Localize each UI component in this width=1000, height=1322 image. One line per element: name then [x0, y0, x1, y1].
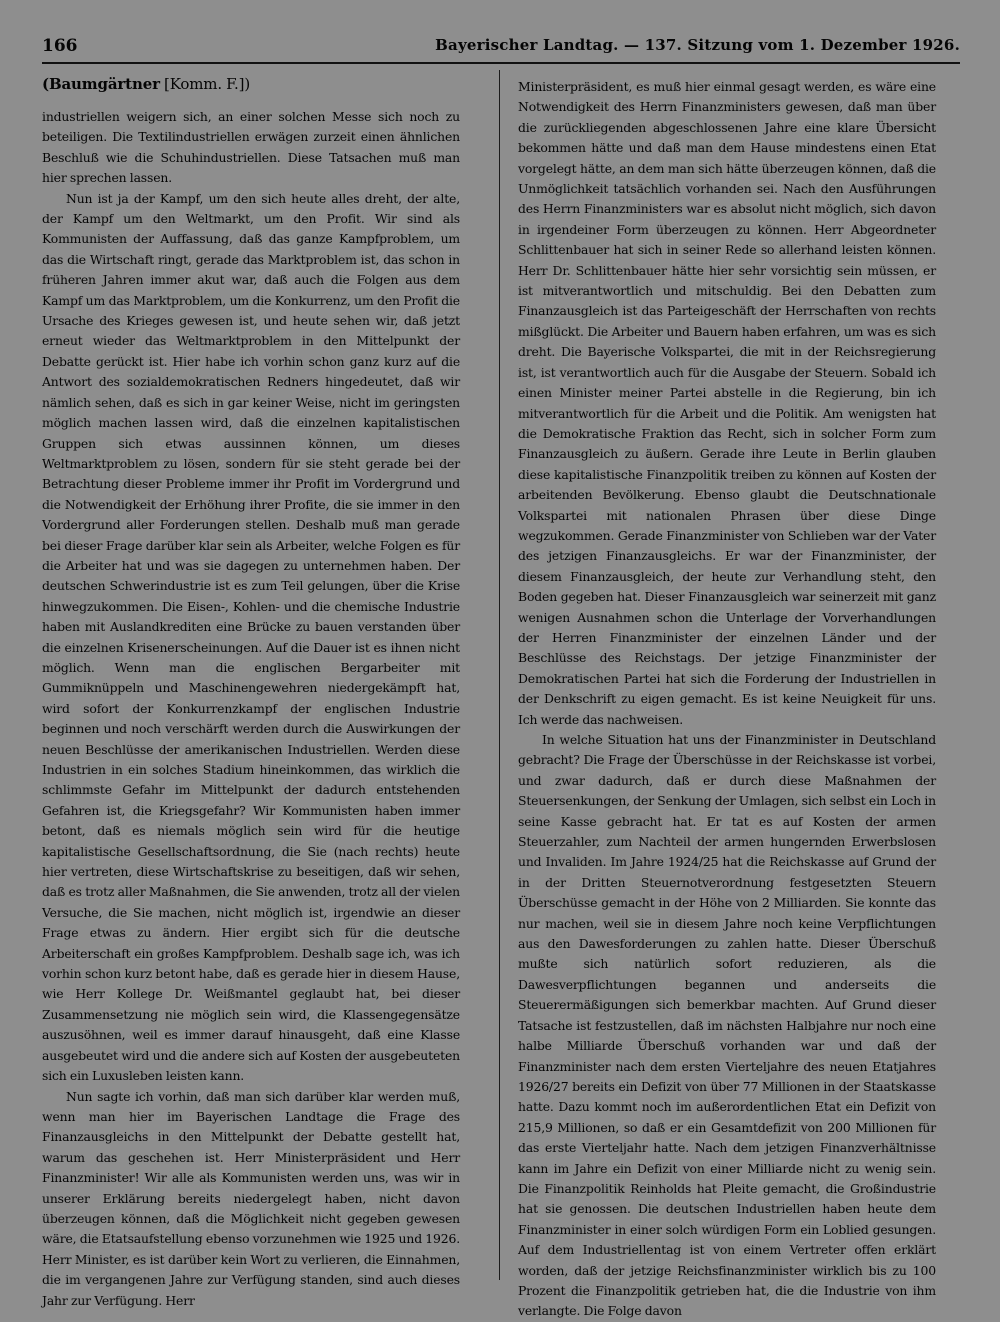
running-title: Bayerischer Landtag. — 137. Sitzung vom 1. Dezember 1926. — [435, 36, 960, 54]
page-header — [42, 34, 960, 64]
column-divider — [499, 70, 500, 1280]
paragraph: industriellen weigern sich, an einer solchen Messe sich noch zu beteiligen. Die Textilindustriellen erwägen zurzeit einen ähnlichen Beschluß wie die Schuhindustriellen. Diese Tatsachen muß man hier sprechen lassen. — [42, 109, 460, 186]
paragraph: Ministerpräsident, es muß hier einmal gesagt werden, es wäre eine Notwendigkeit des Herrn Finanzministers gewesen, daß man über die zurückliegenden abgeschlossenen Jahre eine klare Übersicht bekommen hätte und daß man dem Hause mindestens einen Etat vorgelegt hätte, an dem man sich hätte überzeugen können, daß die Unmöglichkeit tatsächlich vorhanden sei. Nach den Ausführungen des Herrn Finanzministers war es absolut nicht möglich, sich davon in irgendeiner Form überzeugen zu können. Herr Abgeordneter Schlittenbauer hat sich in seiner Rede so allerhand leisten können. Herr Dr. Schlittenbauer hätte hier sehr vorsichtig sein müssen, er ist mitverantwortlich und mitschuldig. Bei den Debatten zum Finanzausgleich ist das Parteigeschäft der Herrschaften von rechts mißglückt. Die Arbeiter und Bauern haben erfahren, um was es sich dreht. Die Bayerische Volkspartei, die mit in der Reichsregierung ist, ist verantwortlich auch für die Ausgabe der Steuern. Sobald ich einen Minister meiner Partei abstelle in die Regierung, bin ich mitverantwortlich für die Arbeit und die Politik. Am wenigsten hat die Demokratische Fraktion das Recht, sich in solcher Form zum Finanzausgleich zu äußern. Gerade ihre Leute in Berlin glauben diese kapitalistische Finanzpolitik treiben zu können auf Kosten der arbeitenden Bevölkerung. Ebenso glaubt die Deutschnationale Volkspartei mit nationalen Phrasen über diese Dinge wegzukommen. Gerade Finanzminister von Schlieben war der Vater des jetzigen Finanzausgleichs. Er war der Finanzminister, der diesem Finanzausgleich, der heute zur Verhandlung steht, den Boden gegeben hat. Dieser Finanzausgleich war seinerzeit mit ganz wenigen Ausnahmen schon die Unterlage der Vorverhandlungen der Herren Finanzminister der einzelnen Länder und der Beschlüsse des Reichstags. Der jetzige Finanzminister der Demokratischen Partei hat sich die Forderung der Industriellen in der Denkschrift zu eigen gemacht. Es ist keine Neuigkeit für uns. Ich werde das nachweisen. — [518, 79, 936, 727]
page-number: 166 — [42, 36, 78, 56]
speaker-name: (Baumgärtner — [42, 75, 160, 93]
speaker-party: [Komm. F.]) — [164, 75, 251, 93]
paragraph: In welche Situation hat uns der Finanzminister in Deutschland gebracht? Die Frage der Überschüsse in der Reichskasse ist vorbei, und zwar dadurch, daß er durch diese Maßnahmen der Steuersenkungen, der Senkung der Umlagen, sich selbst ein Loch in seine Kasse gebracht hat. Er tat es auf Kosten der armen Steuerzahler, zum Nachteil der armen hungernden Erwerbslosen und Invaliden. Im Jahre 1924/25 hat die Reichskasse auf Grund der in der Dritten Steuernotverordnung festgesetzten Steuern Überschüsse gemacht in der Höhe von 2 Milliarden. Sie konnte das nur machen, weil sie in diesem Jahre noch keine Verpflichtungen aus den Dawesforderungen zu zahlen hatte. Dieser Überschuß mußte sich natürlich sofort reduzieren, als die Dawesverpflichtungen begannen und anderseits die Steuerermäßigungen sich bemerkbar machten. Auf Grund dieser Tatsache ist festzustellen, daß im nächsten Halbjahre nur noch eine halbe Milliarde Überschuß vorhanden war und daß der Finanzminister nach dem ersten Vierteljahre des neuen Etatjahres 1926/27 bereits ein Defizit von über 77 Millionen in der Staatskasse hatte. Dazu kommt noch im außerordentlichen Etat ein Defizit von 215,9 Millionen, so daß er ein Gesamtdefizit von 200 Millionen für das erste Vierteljahr hatte. Nach dem jetzigen Finanzverhältnisse kann im Jahre ein Defizit von einer Milliarde nicht zu wenig sein. Die Finanzpolitik Reinholds hat Pleite gemacht, die Großindustrie hat sie genossen. Die deutschen Industriellen haben heute dem Finanzminister in einer solch würdigen Form ein Loblied gesungen. Auf dem Industriellentag ist von einem Vertreter offen erklärt worden, daß der jetzige Reichsfinanzminister wirklich bis zu 100 Prozent die Finanzpolitik getrieben hat, die die Industrie von ihm verlangte. Die Folge davon — [518, 732, 936, 1319]
paragraph: Nun ist ja der Kampf, um den sich heute alles dreht, der alte, der Kampf um den Weltmarkt, um den Profit. Wir sind als Kommunisten der Auffassung, daß das ganze Kampfproblem, um das die Wirtschaft ringt, gerade das Marktproblem ist, das schon in früheren Jahren immer akut war, daß auch die Folgen aus dem Kampf um das Marktproblem, um die Konkurrenz, um den Profit die Ursache des Krieges gewesen ist, und heute sehen wir, daß jetzt erneut wieder das Weltmarktproblem in den Mittelpunkt der Debatte gerückt ist. Hier habe ich vorhin schon ganz kurz auf die Antwort des sozialdemokratischen Redners hingedeutet, daß wir nämlich sehen, daß es sich in gar keiner Weise, nicht im geringsten möglich machen lassen wird, daß die einzelnen kapitalistischen Gruppen sich etwas aussinnen können, um dieses Weltmarktproblem zu lösen, sondern für sie steht gerade bei der Betrachtung dieser Probleme immer ihr Profit im Vordergrund und die Notwendigkeit der Erhöhung ihrer Profite, die sie immer in den Vordergrund aller Forderungen stellen. Deshalb muß man gerade bei dieser Frage darüber klar sein als Arbeiter, welche Folgen es für die Arbeiter hat und was sie dagegen zu unternehmen haben. Der deutschen Schwerindustrie ist es zum Teil gelungen, über die Krise hinwegzukommen. Die Eisen-, Kohlen- und die chemische Industrie haben mit Auslandkrediten eine Brücke zu bauen verstanden über die einzelnen Krisenerscheinungen. Auf die Dauer ist es ihnen nicht möglich. Wenn man die englischen Bergarbeiter mit Gummiknüppeln und Maschinengewehren niedergekämpft hat, wird sofort der Konkurrenzkampf der englischen Industrie beginnen und noch verschärft werden durch die Auswirkungen der neuen Beschlüsse der amerikanischen Industriellen. Werden diese Industrien in ein solches Stadium hineinkommen, das wirklich die schlimmste Gefahr im Mittelpunkt der dadurch entstehenden Gefahren ist, die Kriegsgefahr? Wir Kommunisten haben immer betont, daß es niemals möglich sein wird für die heutige kapitalistische Gesellschaftsordnung, die Sie (nach rechts) heute hier vertreten, diese Wirtschaftskrise zu beseitigen, daß wir sehen, daß es trotz aller Maßnahmen, die Sie anwenden, trotz all der vielen Versuche, die Sie machen, nicht möglich ist, irgendwie an dieser Frage etwas zu ändern. Hier ergibt sich für die deutsche Arbeiterschaft ein großes Kampfproblem. Deshalb sage ich, was ich vorhin schon kurz betont habe, daß es gerade hier in diesem Hause, wie Herr Kollege Dr. Weißmantel geglaubt hat, bei dieser Zusammensetzung nie möglich sein wird, die Klassengegensätze auszusöhnen, weil es immer darauf hinausgeht, daß eine Klasse ausgebeutet wird und die andere sich auf Kosten der ausgebeuteten sich ein Luxusleben leisten kann. — [42, 190, 460, 1084]
left-column — [42, 70, 460, 1308]
paragraph: Nun sagte ich vorhin, daß man sich darüber klar werden muß, wenn man hier im Bayerischen Landtage die Frage des Finanzausgleichs in den Mittelpunkt der Debatte gestellt hat, warum das geschehen ist. Herr Ministerpräsident und Herr Finanzminister! Wir alle als Kommunisten werden uns, was wir in unserer Erklärung bereits niedergelegt haben, nicht davon überzeugen können, daß die Möglichkeit nicht gegeben gewesen wäre, die Etatsaufstellung ebenso vorzunehmen wie 1925 und 1926. Herr Minister, es ist darüber kein Wort zu verlieren, die Einnahmen, die im vergangenen Jahre zur Verfügung standen, sind auch dieses Jahr zur Verfügung. Herr — [42, 1088, 460, 1308]
speaker-line — [42, 73, 460, 95]
right-column — [518, 70, 936, 1319]
